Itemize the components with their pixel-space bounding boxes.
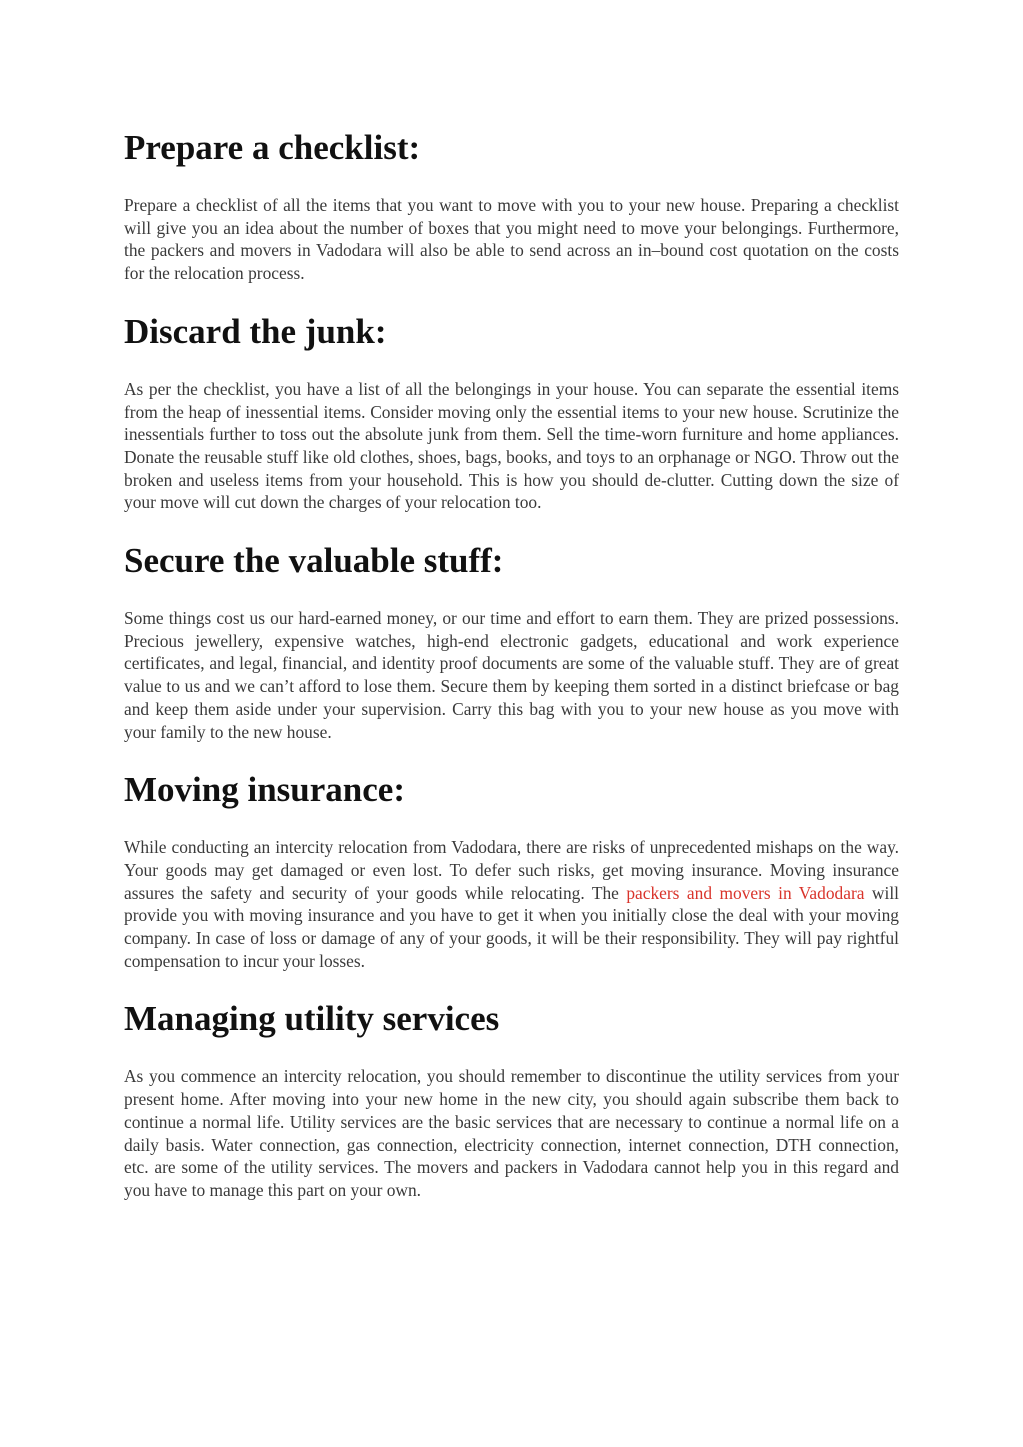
paragraph-secure-valuables: Some things cost us our hard-earned money, or our time and effort to earn them. They are prized possessions. Precious jewellery, expensive watches, high-end electronic gadgets, educational and work experience certificates, and legal, financial, and identity proof documents are some of the valuable stuff. They are of great value to us and we can’t afford to lose them. Secure them by keeping them sorted in a distinct briefcase or bag and keep them aside under your supervision. Carry this bag with you to your new house as you move with your family to the new house. (124, 608, 899, 742)
paragraph-moving-insurance (124, 836, 899, 972)
heading-prepare-checklist: Prepare a checklist: (124, 128, 421, 167)
paragraph-text: will provide you with moving insurance and you have to get it when you initially close the deal with your moving company. In case of loss or damage of any of your goods, it will be their responsibility. They will pay rightful compensation to incur your losses. (124, 882, 899, 971)
heading-managing-utility: Managing utility services (124, 999, 500, 1039)
heading-discard-junk: Discard the junk: (124, 311, 387, 351)
packers-movers-vadodara-link[interactable]: packers and movers in Vadodara (626, 882, 865, 903)
paragraph-discard-junk: As per the checklist, you have a list of all the belongings in your house. You can separate the essential items from the heap of inessential items. Consider moving only the essential items to your new house. Scrutinize the inessentials further to toss out the absolute junk from them. Sell the time-worn furniture and home appliances. Donate the reusable stuff like old clothes, shoes, bags, books, and toys to an orphanage or NGO. Throw out the broken and useless items from your household. This is how you should de-clutter. Cutting down the size of your move will cut down the charges of your relocation too. (124, 378, 899, 513)
document-page (124, 124, 899, 1202)
paragraph-managing-utility: As you commence an intercity relocation, you should remember to discontinue the utility services from your present home. After moving into your new home in the new city, you should again subscribe them back to continue a normal life. Utility services are the basic services that are necessary to continue a normal life on a daily basis. Water connection, gas connection, electricity connection, internet connection, DTH connection, etc. are some of the utility services. The movers and packers in Vadodara cannot help you in this regard and you have to manage this part on your own. (124, 1066, 899, 1200)
paragraph-text: While conducting an intercity relocation from Vadodara, there are risks of unprecedented mishaps on the way. Your goods may get damaged or even lost. To defer such risks, get moving insurance. Moving insurance assures the safety and security of your goods while relocating. The (124, 837, 899, 903)
paragraph-prepare-checklist: Prepare a checklist of all the items that you want to move with you to your new house. Preparing a checklist will give you an idea about the number of boxes that you might need to move your belongings. Furthermore, the packers and movers in Vadodara will also be able to send across an in–bound cost quotation on the costs for the relocation process. (124, 195, 899, 284)
heading-moving-insurance: Moving insurance: (124, 770, 405, 810)
heading-secure-valuables: Secure the valuable stuff: (124, 541, 504, 581)
